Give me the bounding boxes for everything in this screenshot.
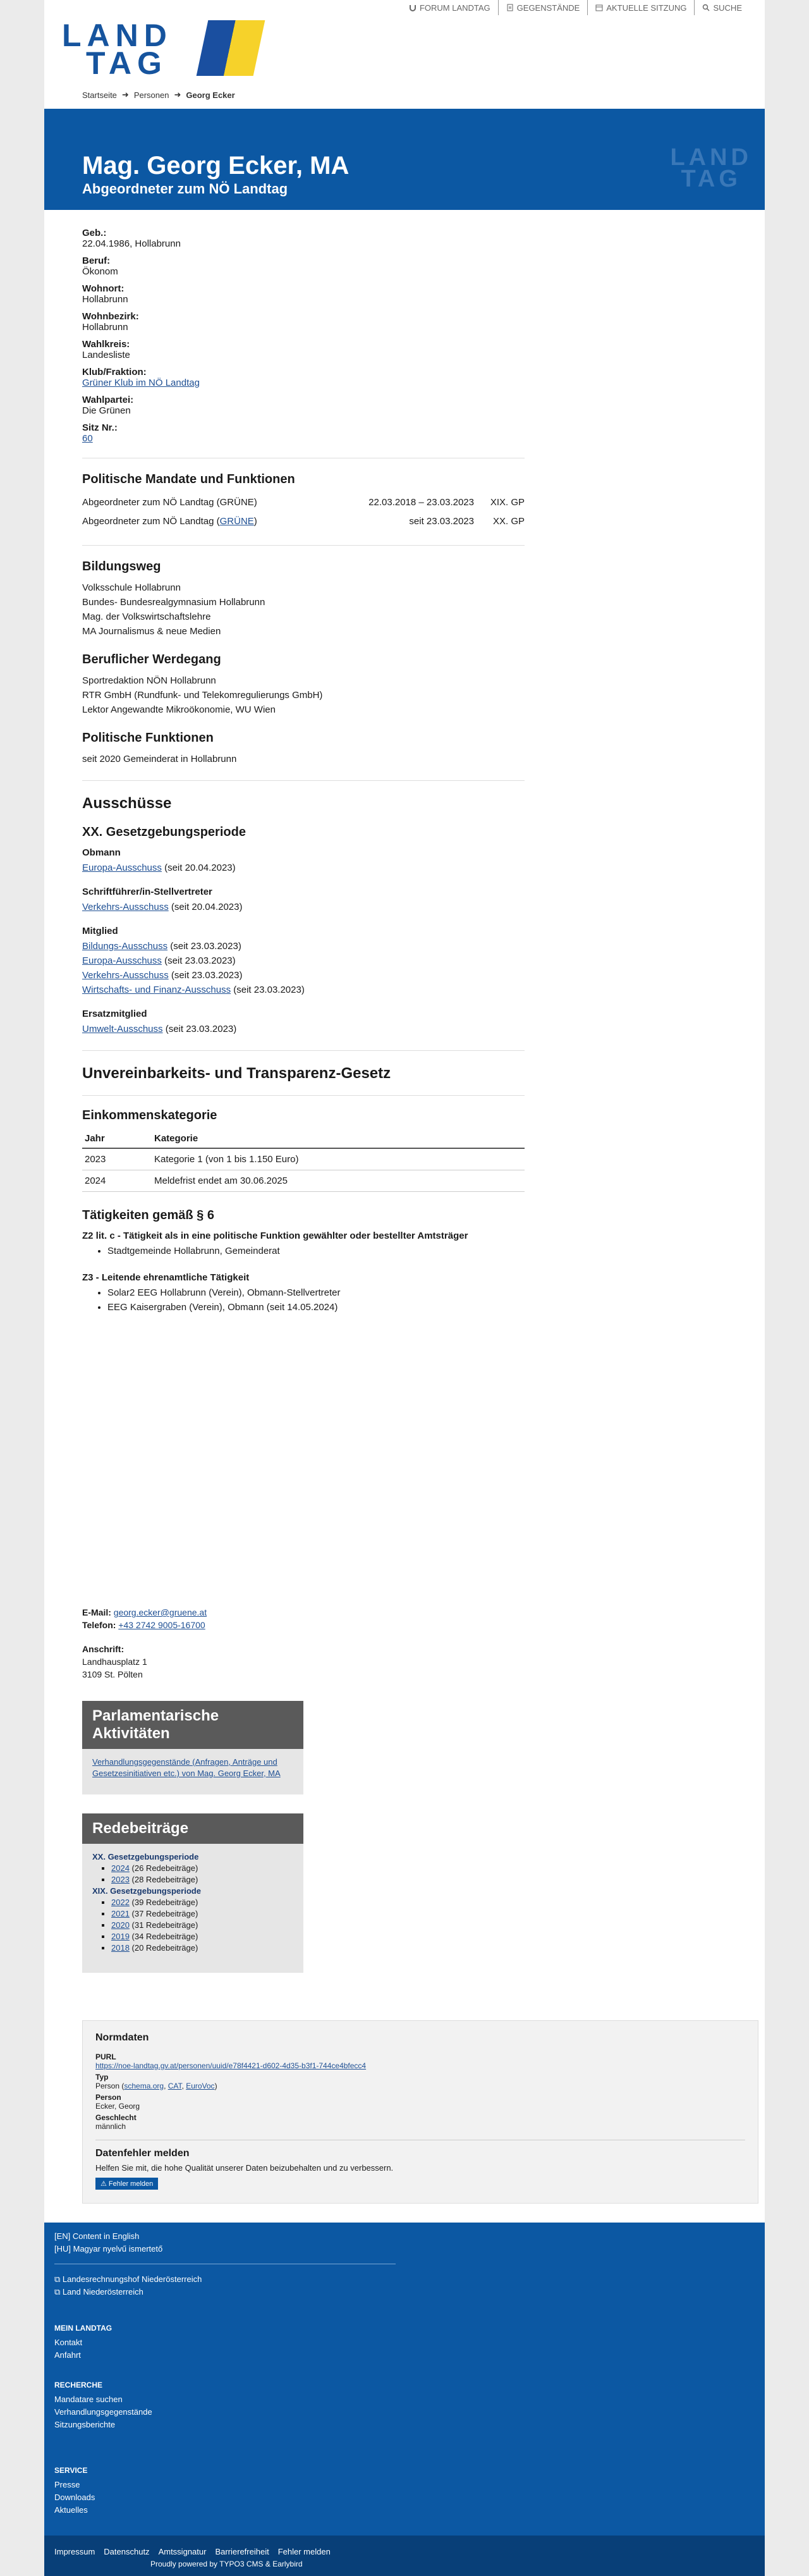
footer-link[interactable]: Anfahrt xyxy=(54,2350,81,2360)
year-list xyxy=(111,1863,293,1886)
page-subtitle: Abgeordneter zum NÖ Landtag xyxy=(82,181,288,197)
mandate-function xyxy=(82,512,360,531)
normdaten-heading: Normdaten xyxy=(95,2032,149,2043)
bildung-item: Mag. der Volkswirtschaftslehre xyxy=(82,611,211,622)
typ-label: Typ xyxy=(95,2073,109,2082)
cell-year: 2023 xyxy=(82,1148,152,1170)
bildung-item: MA Journalismus & neue Medien xyxy=(82,626,221,637)
nav-gegenstaende[interactable] xyxy=(499,0,588,15)
contact-block xyxy=(82,1606,207,1681)
document-icon xyxy=(506,4,514,11)
party-link[interactable]: GRÜNE xyxy=(219,516,254,527)
ext-link-land[interactable] xyxy=(54,2286,202,2298)
field-value: Die Grünen xyxy=(82,405,131,416)
profile-field xyxy=(82,311,525,333)
footer-service xyxy=(54,2466,95,2517)
z2-list xyxy=(107,1244,525,1258)
email-link[interactable]: georg.ecker@gruene.at xyxy=(113,1607,207,1617)
footer-heading: RECHERCHE xyxy=(54,2381,103,2389)
speech-count: (39 Redebeiträge) xyxy=(129,1898,198,1907)
profile-field xyxy=(82,255,525,277)
address-label xyxy=(82,1643,207,1655)
committee-since: (seit 23.03.2023) xyxy=(231,984,305,995)
report-error-label: Fehler melden xyxy=(108,2180,154,2188)
report-error-button[interactable]: ⚠ Fehler melden xyxy=(95,2178,158,2190)
field-link[interactable]: Grüner Klub im NÖ Landtag xyxy=(82,377,200,388)
transparenz-heading: Unvereinbarkeits- und Transparenz-Gesetz xyxy=(82,1065,391,1082)
bildung-item: Volksschule Hollabrunn xyxy=(82,582,181,593)
typ-value: Person (schema.org, CAT, EuroVoc) xyxy=(95,2082,217,2090)
committee-since: (seit 23.03.2023) xyxy=(168,970,243,981)
email-label: E-Mail: xyxy=(82,1607,111,1617)
profile-field xyxy=(82,228,525,249)
committee-list xyxy=(82,847,525,1036)
beruf-heading: Beruflicher Werdegang xyxy=(82,653,221,666)
speech-year-item xyxy=(111,1920,293,1931)
field-link[interactable]: 60 xyxy=(82,433,93,444)
activity-item: • Stadtgemeinde Hollabrunn, Gemeinderat xyxy=(107,1244,525,1258)
footer-legal-link[interactable]: Fehler melden xyxy=(277,2547,331,2556)
speech-year-link[interactable]: 2019 xyxy=(111,1932,130,1941)
committee-role-heading: Obmann xyxy=(82,847,121,858)
committee-since: (seit 23.03.2023) xyxy=(162,1024,237,1034)
mandate-gp: XIX. GP xyxy=(490,497,525,508)
field-label: Wohnort: xyxy=(82,283,125,294)
committee-since: (seit 23.03.2023) xyxy=(167,941,241,952)
footer-bottom-bar xyxy=(44,2536,765,2576)
polfunk-item: seit 2020 Gemeinderat in Hollabrunn xyxy=(82,754,237,764)
col-header: Jahr xyxy=(82,1129,152,1148)
logo-flag xyxy=(197,20,265,76)
calendar-icon xyxy=(595,4,603,11)
profile-field xyxy=(82,367,525,388)
nav-gegenstaende-label: GEGENSTÄNDE xyxy=(516,3,580,13)
beruf-item: Lektor Angewandte Mikroökonomie, WU Wien xyxy=(82,704,276,715)
person-value: Ecker, Georg xyxy=(95,2102,140,2111)
mandate-period: 22.03.2018 – 23.03.2023 xyxy=(368,497,474,508)
committee-row xyxy=(82,1022,525,1036)
committee-row xyxy=(82,900,525,914)
field-label: Wohnbezirk: xyxy=(82,311,139,322)
footer-link[interactable]: Verhandlungsgegenstände xyxy=(54,2407,152,2417)
activities-heading: Parlamentarische Aktivitäten xyxy=(82,1701,303,1749)
col-header: Kategorie xyxy=(152,1129,525,1148)
gender-value: männlich xyxy=(95,2122,126,2131)
committee-link[interactable]: Europa-Ausschuss xyxy=(82,955,162,966)
table-row xyxy=(82,1148,525,1170)
nav-forum[interactable] xyxy=(401,0,499,15)
field-label: Geb.: xyxy=(82,228,107,238)
field-value: Hollabrunn xyxy=(82,322,128,333)
page-title: Mag. Georg Ecker, MA xyxy=(82,152,350,180)
bildung-heading: Bildungsweg xyxy=(82,560,161,573)
cell-category: Meldefrist endet am 30.06.2025 xyxy=(152,1170,525,1192)
committee-row xyxy=(82,861,525,875)
activities-link[interactable]: Verhandlungsgegenstände (Anfragen, Anträge und Gesetzesinitiativen etc.) von Mag. Georg Ecker, MA xyxy=(92,1757,281,1778)
footer-legal-link[interactable]: Impressum xyxy=(54,2547,95,2556)
divider xyxy=(82,780,525,781)
purl-label: PURL xyxy=(95,2052,116,2061)
field-label: Sitz Nr.: xyxy=(82,422,118,433)
ausschuesse-heading: Ausschüsse xyxy=(82,795,172,812)
speech-count: (31 Redebeiträge) xyxy=(129,1920,198,1930)
mandate-period: seit 23.03.2023 xyxy=(409,516,474,527)
speech-year-item xyxy=(111,1931,293,1942)
committee-role-heading: Mitglied xyxy=(82,926,118,936)
powered-by: Proudly powered by TYPO3 CMS & Earlybird xyxy=(150,2560,303,2568)
phone-link[interactable]: +43 2742 9005-16700 xyxy=(118,1620,205,1630)
nav-suche-label: SUCHE xyxy=(713,3,742,13)
committee-row xyxy=(82,968,525,983)
external-links xyxy=(54,2273,202,2298)
external-link-icon: ⧉ xyxy=(54,2287,63,2297)
nav-suche[interactable] xyxy=(695,0,750,15)
profile-field xyxy=(82,395,525,416)
speech-year-link[interactable]: 2023 xyxy=(111,1875,130,1884)
phone-row xyxy=(82,1619,207,1631)
divider xyxy=(82,1050,525,1051)
z3-list xyxy=(107,1285,525,1315)
banner-watermark-logo xyxy=(670,144,752,192)
einkommen-heading: Einkommenskategorie xyxy=(82,1108,217,1122)
period-heading: XX. Gesetzgebungsperiode xyxy=(82,825,246,839)
beruf-item: RTR GmbH (Rundfunk- und Telekomregulierungs GmbH) xyxy=(82,690,323,701)
footer-link[interactable]: Downloads xyxy=(54,2493,95,2502)
field-value: 22.04.1986, Hollabrunn xyxy=(82,238,181,249)
committee-link[interactable]: Bildungs-Ausschuss xyxy=(82,941,168,952)
normdaten-box xyxy=(82,2020,758,2204)
schema-link[interactable]: schema.org xyxy=(124,2082,164,2090)
footer-recherche xyxy=(54,2381,162,2431)
committee-link[interactable]: Verkehrs-Ausschuss xyxy=(82,902,169,912)
nav-sitzung-label: AKTUELLE SITZUNG xyxy=(606,3,687,13)
field-label: Wahlkreis: xyxy=(82,339,130,350)
taetigkeiten-heading: Tätigkeiten gemäß § 6 xyxy=(82,1208,214,1222)
speech-count: (34 Redebeiträge) xyxy=(129,1932,198,1941)
logo-text-line2: TAG xyxy=(86,46,167,81)
nav-forum-label: FORUM LANDTAG xyxy=(419,3,490,13)
lang-hu-link[interactable]: [HU] Magyar nyelvű ismertető xyxy=(54,2244,163,2254)
person-label: Person xyxy=(95,2093,121,2102)
speech-year-link[interactable]: 2022 xyxy=(111,1898,130,1907)
breadcrumb-arrow-icon: ➜ xyxy=(174,90,181,99)
mandate-row xyxy=(82,512,525,531)
polfunk-list xyxy=(82,752,525,766)
watermark-line2: TAG xyxy=(681,166,741,192)
committee-row xyxy=(82,954,525,968)
eurovoc-link[interactable]: EuroVoc xyxy=(186,2082,215,2090)
activity-item: • EEG Kaisergraben (Verein), Obmann (seit 14.05.2024) xyxy=(107,1300,525,1315)
speech-year-link[interactable]: 2018 xyxy=(111,1943,130,1953)
z2-heading: Z2 lit. c - Tätigkeit als in eine politische Funktion gewählter oder bestellter Amtsträger xyxy=(82,1230,468,1241)
gender-label: Geschlecht xyxy=(95,2113,137,2122)
field-label: Beruf: xyxy=(82,255,111,266)
forum-icon xyxy=(409,4,417,11)
mandate-function: Abgeordneter zum NÖ Landtag (GRÜNE) xyxy=(82,497,257,508)
breadcrumb-persons[interactable]: Personen xyxy=(133,90,169,100)
footer-link[interactable]: Aktuelles xyxy=(54,2505,88,2515)
committee-link[interactable]: Verkehrs-Ausschuss xyxy=(82,970,169,981)
cat-link[interactable]: CAT xyxy=(167,2082,182,2090)
purl-link[interactable]: https://noe-landtag.gv.at/personen/uuid/e78f4421-d602-4d35-b3f1-744ce4bfecc4 xyxy=(95,2061,367,2070)
search-icon xyxy=(702,4,710,11)
profile-field xyxy=(82,339,525,360)
table-row xyxy=(82,1170,525,1192)
footer-mein-landtag xyxy=(54,2324,112,2362)
breadcrumb-arrow-icon: ➜ xyxy=(121,90,129,99)
speech-count: (28 Redebeiträge) xyxy=(129,1875,198,1884)
field-value: Hollabrunn xyxy=(82,294,128,305)
committee-row xyxy=(82,939,525,954)
divider xyxy=(82,1095,525,1096)
title-banner xyxy=(44,109,765,210)
ext-link-lrh[interactable] xyxy=(54,2273,202,2286)
footer-link[interactable]: Kontakt xyxy=(54,2338,83,2347)
main-content xyxy=(82,228,525,1315)
error-heading: Datenfehler melden xyxy=(95,2148,190,2159)
period-label: XIX. Gesetzgebungsperiode xyxy=(92,1886,201,1896)
address-line: 3109 St. Pölten xyxy=(82,1669,143,1679)
committee-link[interactable]: Wirtschafts- und Finanz-Ausschuss xyxy=(82,984,231,995)
ext-link-lrh-label: Landesrechnungshof Niederösterreich xyxy=(62,2274,202,2284)
typ-text: Person ( xyxy=(95,2082,125,2090)
speech-year-link[interactable]: 2020 xyxy=(111,1920,130,1930)
committee-since: (seit 20.04.2023) xyxy=(168,902,243,912)
committee-link[interactable]: Umwelt-Ausschuss xyxy=(82,1024,163,1034)
address-line: Landhausplatz 1 xyxy=(82,1657,147,1667)
phone-label: Telefon: xyxy=(82,1620,116,1630)
speech-count: (20 Redebeiträge) xyxy=(129,1943,198,1953)
lang-en-link[interactable]: [EN] Content in English xyxy=(54,2231,140,2241)
mandate-function-text: ) xyxy=(253,516,257,527)
field-value: Landesliste xyxy=(82,350,130,360)
email-row xyxy=(82,1606,207,1619)
speech-year-item xyxy=(111,1863,293,1874)
footer-heading: SERVICE xyxy=(54,2466,88,2475)
logo-text-line1: LAND xyxy=(62,18,173,53)
bildung-item: Bundes- Bundesrealgymnasium Hollabrunn xyxy=(82,597,265,608)
landtag-logo[interactable] xyxy=(62,19,264,82)
speech-year-item xyxy=(111,1908,293,1920)
speeches-box xyxy=(82,1813,303,1973)
footer-legal-link[interactable]: Datenschutz xyxy=(104,2547,150,2556)
period-label: XX. Gesetzgebungsperiode xyxy=(92,1852,199,1861)
committee-role-heading: Schriftführer/in-Stellvertreter xyxy=(82,886,212,897)
speech-year-link[interactable]: 2024 xyxy=(111,1863,130,1873)
footer-legal-link[interactable]: Amtssignatur xyxy=(158,2547,207,2556)
footer-legal-links xyxy=(54,2547,331,2556)
committee-since: (seit 23.03.2023) xyxy=(161,955,236,966)
committee-since: (seit 20.04.2023) xyxy=(161,862,236,873)
footer-heading: MEIN LANDTAG xyxy=(54,2324,113,2333)
beruf-item: Sportredaktion NÖN Hollabrunn xyxy=(82,675,216,686)
z3-heading: Z3 - Leitende ehrenamtliche Tätigkeit xyxy=(82,1272,250,1283)
committee-role-heading: Ersatzmitglied xyxy=(82,1009,147,1019)
cell-category: Kategorie 1 (von 1 bis 1.150 Euro) xyxy=(152,1148,525,1170)
page xyxy=(44,0,765,2576)
activity-item: • Solar2 EEG Hollabrunn (Verein), Obmann-Stellvertreter xyxy=(107,1285,525,1300)
profile-field xyxy=(82,422,525,444)
speech-year-item xyxy=(111,1897,293,1908)
speech-year-item xyxy=(111,1874,293,1886)
breadcrumb-current: Georg Ecker xyxy=(186,90,235,100)
nav-sitzung[interactable] xyxy=(588,0,695,15)
field-label: Klub/Fraktion: xyxy=(82,367,147,377)
field-value: Ökonom xyxy=(82,266,118,277)
mandate-function-text: Abgeordneter zum NÖ Landtag ( xyxy=(82,516,220,527)
bildung-list xyxy=(82,580,525,639)
mandate-row xyxy=(82,493,525,512)
year-list xyxy=(111,1897,293,1954)
breadcrumb xyxy=(82,90,235,100)
divider xyxy=(82,545,525,546)
field-label: Wahlpartei: xyxy=(82,395,134,405)
polfunk-heading: Politische Funktionen xyxy=(82,731,214,745)
footer xyxy=(44,2223,765,2560)
footer-link[interactable]: Presse xyxy=(54,2480,80,2489)
income-table xyxy=(82,1129,525,1192)
address-label-text: Anschrift: xyxy=(82,1644,125,1654)
activities-box xyxy=(82,1701,303,1794)
speech-year-link[interactable]: 2021 xyxy=(111,1909,130,1918)
error-text: Helfen Sie mit, die hohe Qualität unserer Daten beizubehalten und zu verbessern. xyxy=(95,2163,394,2173)
footer-link[interactable]: Sitzungsberichte xyxy=(54,2420,116,2429)
ext-link-land-label: Land Niederösterreich xyxy=(62,2287,143,2297)
cell-year: 2024 xyxy=(82,1170,152,1192)
speech-year-item xyxy=(111,1942,293,1954)
speech-count: (37 Redebeiträge) xyxy=(129,1909,198,1918)
profile-details xyxy=(82,228,525,444)
top-navigation xyxy=(401,0,750,15)
speeches-list xyxy=(82,1844,303,1961)
footer-link[interactable]: Mandatare suchen xyxy=(54,2395,123,2404)
breadcrumb-home[interactable]: Startseite xyxy=(82,90,117,100)
profile-field xyxy=(82,283,525,305)
mandate-gp: XX. GP xyxy=(492,516,525,527)
language-links xyxy=(54,2230,162,2255)
footer-legal-link[interactable]: Barrierefreiheit xyxy=(215,2547,269,2556)
beruf-list xyxy=(82,673,525,717)
watermark-line1: LAND xyxy=(670,144,752,171)
external-link-icon: ⧉ xyxy=(54,2274,63,2284)
committee-row xyxy=(82,983,525,997)
mandate-heading: Politische Mandate und Funktionen xyxy=(82,472,295,486)
committee-link[interactable]: Europa-Ausschuss xyxy=(82,862,162,873)
speeches-heading: Redebeiträge xyxy=(82,1813,303,1844)
speech-count: (26 Redebeiträge) xyxy=(129,1863,198,1873)
